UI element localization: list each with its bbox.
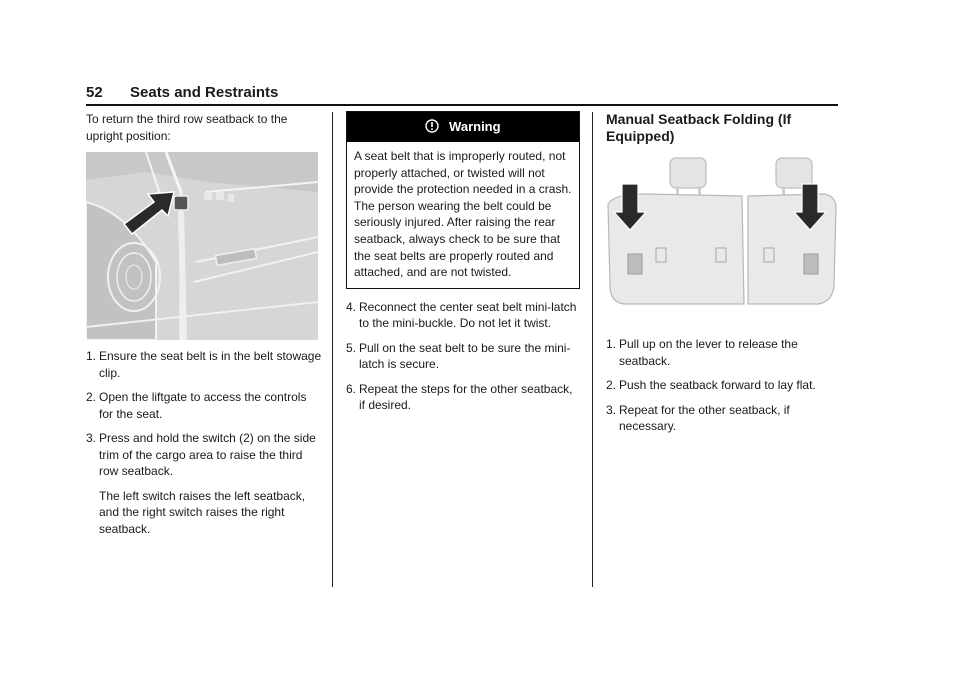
cargo-area-drawing <box>86 152 318 340</box>
column-3-steps <box>606 336 840 443</box>
intro-text: To return the third row seatback to the upright position: <box>86 112 288 143</box>
warning-title: Warning <box>449 119 501 134</box>
column-1 <box>86 111 322 144</box>
page-header <box>86 82 838 106</box>
list-item: 1. Ensure the seat belt is in the belt stowage clip. <box>86 349 322 380</box>
warning-icon <box>425 119 443 134</box>
section-title: Seats and Restraints <box>130 84 279 101</box>
list-item: 6. Repeat the steps for the other seatback, if desired. <box>346 381 573 413</box>
switch-note: The left switch raises the left seatback, and the right switch raises the right seatback. <box>99 488 306 536</box>
list-item: 1. Pull up on the lever to release the seatback. <box>606 337 798 368</box>
warning-box <box>346 111 580 289</box>
column-3 <box>606 111 840 144</box>
seatback-folding-illustration <box>604 156 838 306</box>
list-item: 5. Pull on the seat belt to be sure the mini-latch is secure. <box>346 340 571 372</box>
column-2 <box>346 111 580 422</box>
section-heading: Manual Seatback Folding (If Equipped) <box>606 111 792 144</box>
seat-switch-illustration <box>86 152 318 340</box>
list-item: 2. Push the seatback forward to lay flat. <box>606 378 816 392</box>
list-item: 3. Repeat for the other seatback, if necessary. <box>606 402 790 433</box>
column-1-steps <box>86 348 322 537</box>
warning-header <box>347 112 579 142</box>
rear-seat-drawing <box>604 156 838 306</box>
list-item: 4. Reconnect the center seat belt mini-latch to the mini-buckle. Do not let it twist. <box>346 299 577 331</box>
list-item: 2. Open the liftgate to access the controls for the seat. <box>86 390 307 421</box>
page-number: 52 <box>86 84 103 101</box>
column-divider-left <box>332 112 333 587</box>
column-divider-right <box>592 112 593 587</box>
list-item: 3. Press and hold the switch (2) on the side trim of the cargo area to raise the third row seatback. <box>86 431 316 478</box>
warning-body: A seat belt that is improperly routed, not properly attached, or twisted will not provide the protection needed in a crash. The person wearing the belt could be seriously injured. After raising the rear seatback, always check to be sure that the seat belts are properly routed and attached, and are not twisted. <box>354 149 572 280</box>
